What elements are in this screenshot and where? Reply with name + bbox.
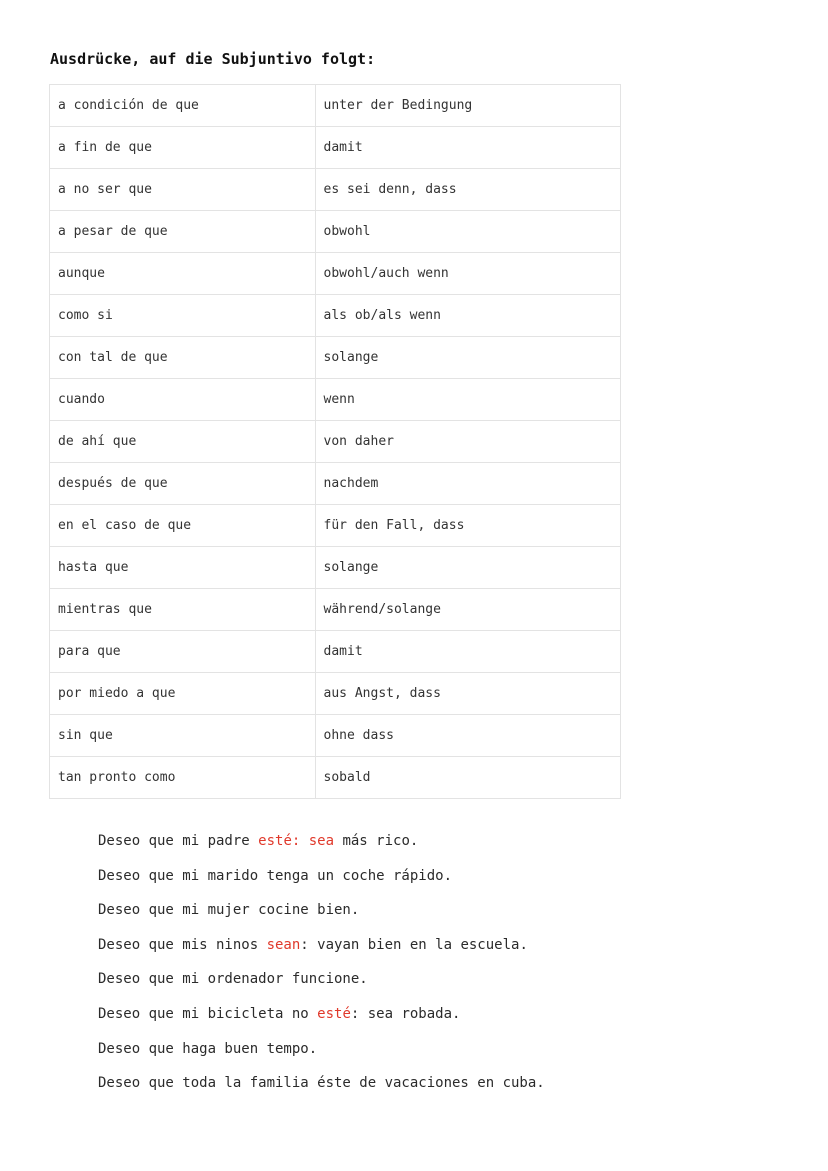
german-translation-cell: von daher [316, 421, 621, 463]
table-row [50, 337, 621, 379]
table-row [50, 757, 621, 799]
german-translation-cell: solange [316, 547, 621, 589]
example-sentence [98, 971, 798, 1006]
german-translation-cell: ohne dass [316, 715, 621, 757]
german-translation-cell: während/solange [316, 589, 621, 631]
example-sentences [98, 833, 798, 1110]
sentence-text: Deseo que mi ordenador funcione. [98, 971, 368, 988]
table-row [50, 547, 621, 589]
spanish-expression-cell: a pesar de que [50, 211, 316, 253]
highlighted-subjunctive: sean [266, 936, 301, 953]
highlighted-subjunctive: esté [317, 1005, 351, 1022]
spanish-expression-cell: mientras que [50, 589, 316, 631]
sentence-text: más rico. [334, 833, 419, 849]
spanish-expression-cell: en el caso de que [50, 505, 316, 547]
table-row [50, 253, 621, 295]
german-translation-cell: damit [316, 631, 621, 673]
german-translation-cell: solange [316, 337, 621, 379]
spanish-expression-cell: sin que [50, 715, 316, 757]
spanish-expression-cell: hasta que [50, 547, 316, 589]
german-translation-cell: wenn [316, 379, 621, 421]
german-translation-cell: obwohl [316, 211, 621, 253]
sentence-text: Deseo que mi bicicleta no [98, 1005, 318, 1022]
sentence-text: Deseo que toda la familia éste de vacaciones en cuba. [98, 1075, 545, 1092]
table-row [50, 589, 621, 631]
example-sentence [98, 1075, 798, 1110]
sentence-text: Deseo que mi padre [98, 833, 259, 849]
example-sentence [98, 902, 798, 937]
spanish-expression-cell: a condición de que [50, 85, 316, 127]
table-row [50, 211, 621, 253]
german-translation-cell: damit [316, 127, 621, 169]
expressions-table [49, 84, 621, 799]
spanish-expression-cell: a fin de que [50, 127, 316, 169]
table-row [50, 127, 621, 169]
german-translation-cell: aus Angst, dass [316, 673, 621, 715]
table-row [50, 673, 621, 715]
table-row [50, 85, 621, 127]
example-sentence [98, 833, 798, 868]
sentence-text: Deseo que mi mujer cocine bien. [98, 902, 360, 919]
table-row [50, 715, 621, 757]
table-row [50, 295, 621, 337]
german-translation-cell: unter der Bedingung [316, 85, 621, 127]
spanish-expression-cell: por miedo a que [50, 673, 316, 715]
example-sentence [98, 937, 798, 972]
table-row [50, 379, 621, 421]
sentence-text: Deseo que haga buen tempo. [98, 1040, 318, 1057]
german-translation-cell: obwohl/auch wenn [316, 253, 621, 295]
spanish-expression-cell: como si [50, 295, 316, 337]
sentence-text: : vayan bien en la escuela. [300, 936, 528, 953]
table-row [50, 505, 621, 547]
table-row [50, 463, 621, 505]
example-sentence [98, 868, 798, 903]
german-translation-cell: sobald [316, 757, 621, 799]
spanish-expression-cell: para que [50, 631, 316, 673]
sentence-text: Deseo que mis ninos [98, 936, 267, 953]
german-translation-cell: es sei denn, dass [316, 169, 621, 211]
german-translation-cell: für den Fall, dass [316, 505, 621, 547]
spanish-expression-cell: tan pronto como [50, 757, 316, 799]
german-translation-cell: als ob/als wenn [316, 295, 621, 337]
sentence-text: Deseo que mi marido tenga un coche rápido. [98, 867, 453, 884]
table-row [50, 169, 621, 211]
table-row [50, 421, 621, 463]
example-sentence [98, 1041, 798, 1076]
spanish-expression-cell: aunque [50, 253, 316, 295]
sentence-text: : sea robada. [350, 1005, 461, 1022]
spanish-expression-cell: de ahí que [50, 421, 316, 463]
highlighted-subjunctive: esté: sea [258, 833, 335, 849]
example-sentence [98, 1006, 798, 1041]
table-row [50, 631, 621, 673]
page-title: Ausdrücke, auf die Subjuntivo folgt: [50, 50, 376, 68]
spanish-expression-cell: después de que [50, 463, 316, 505]
spanish-expression-cell: con tal de que [50, 337, 316, 379]
spanish-expression-cell: cuando [50, 379, 316, 421]
german-translation-cell: nachdem [316, 463, 621, 505]
spanish-expression-cell: a no ser que [50, 169, 316, 211]
